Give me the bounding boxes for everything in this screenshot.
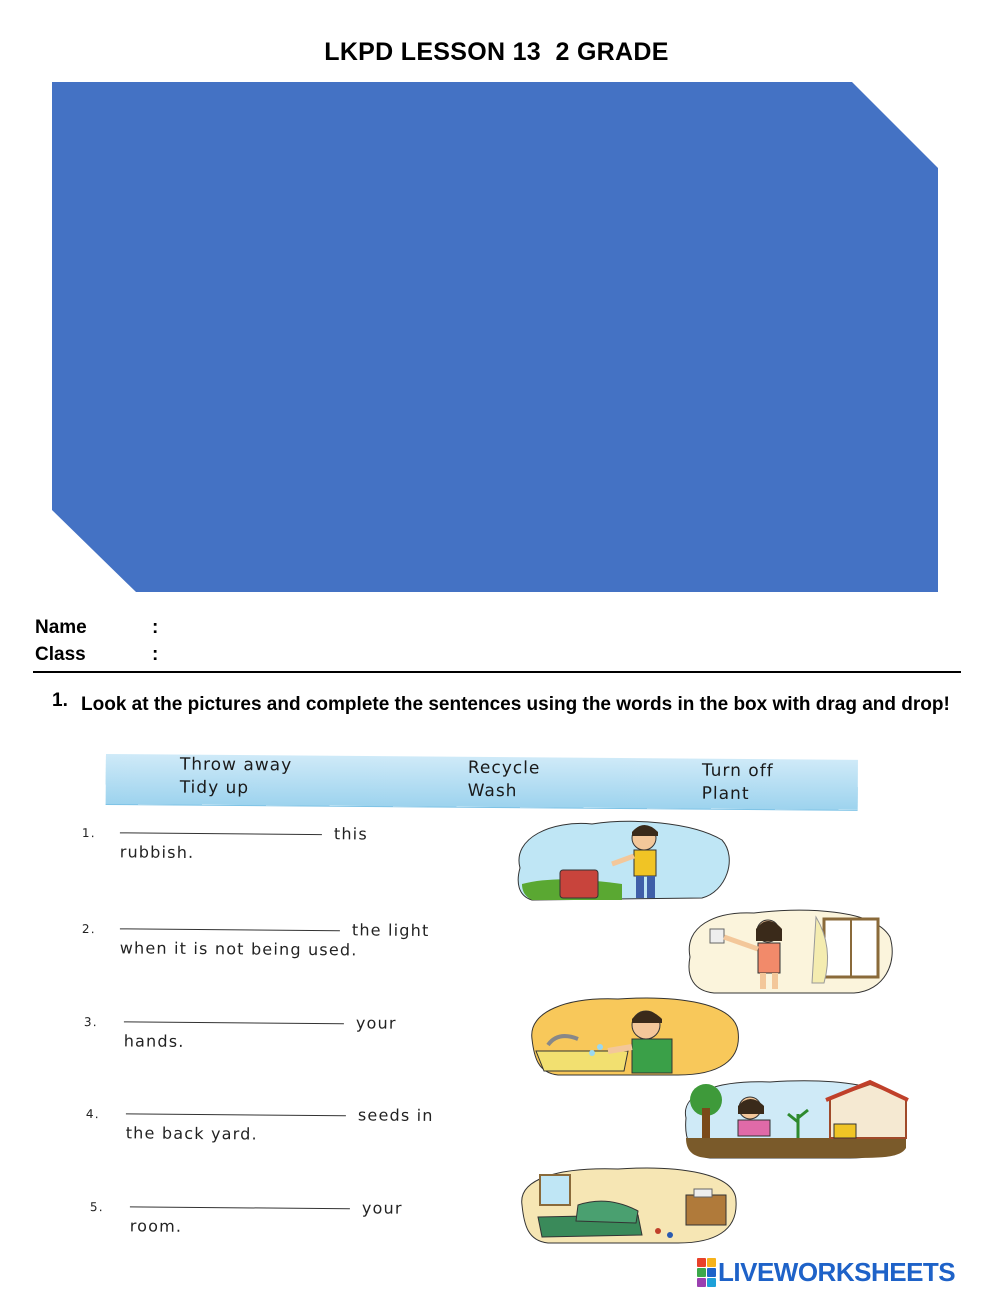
word-tidy-up[interactable]: Tidy up — [179, 777, 250, 799]
banner-polygon — [52, 82, 938, 592]
sentence-4 — [86, 1103, 434, 1145]
sentence-text: the light — [351, 920, 430, 941]
name-label: Name — [35, 617, 87, 638]
class-colon: : — [152, 644, 159, 665]
word-wash[interactable]: Wash — [467, 780, 518, 802]
word-box — [106, 754, 858, 810]
sentence-continuation: when it is not being used. — [119, 938, 358, 960]
instruction-text: Look at the pictures and complete the sentences using the words in the box with drag and drop! — [81, 694, 950, 715]
name-row — [35, 617, 158, 639]
name-colon: : — [152, 617, 159, 638]
sentence-text: this — [333, 824, 368, 844]
answer-blank-2[interactable] — [120, 928, 340, 931]
word-recycle[interactable]: Recycle — [467, 757, 541, 779]
messy-room-picture — [518, 1165, 740, 1245]
sentence-2 — [82, 918, 430, 960]
liveworksheets-logo — [697, 1258, 955, 1286]
sentence-text: your — [361, 1198, 403, 1218]
class-label: Class — [35, 644, 86, 665]
sentence-continuation: room. — [129, 1216, 183, 1236]
sentence-3 — [84, 1011, 397, 1053]
answer-blank-1[interactable] — [120, 832, 322, 835]
instruction-number: 1. — [52, 690, 68, 711]
logo-blocks-icon — [697, 1258, 716, 1287]
sentence-number: 2. — [81, 921, 96, 937]
word-plant[interactable]: Plant — [701, 783, 750, 805]
sentence-number: 1. — [81, 825, 96, 841]
logo-text: LIVEWORKSHEETS — [718, 1256, 956, 1287]
header-banner-shape — [52, 82, 938, 592]
page-title: LKPD LESSON 13 2 GRADE — [324, 38, 669, 66]
sentence-continuation: the back yard. — [125, 1123, 258, 1144]
girl-planting-seeds-picture — [680, 1078, 910, 1160]
sentence-number: 5. — [89, 1199, 104, 1215]
sentence-5 — [90, 1196, 403, 1238]
answer-blank-3[interactable] — [124, 1021, 344, 1024]
boy-washing-hands-picture — [528, 995, 742, 1077]
boy-throwing-rubbish-picture — [512, 818, 734, 904]
word-turn-off[interactable]: Turn off — [701, 760, 774, 782]
girl-turning-off-light-picture — [684, 907, 896, 995]
sentence-text: seeds in — [357, 1105, 434, 1126]
sentence-1 — [82, 822, 368, 863]
sentence-number: 3. — [83, 1014, 98, 1030]
sentence-continuation: rubbish. — [119, 842, 195, 862]
answer-blank-4[interactable] — [126, 1113, 346, 1116]
sentence-text: your — [355, 1013, 397, 1033]
answer-blank-5[interactable] — [130, 1206, 350, 1209]
sentence-number: 4. — [85, 1106, 100, 1122]
divider-line — [33, 671, 961, 673]
sentence-continuation: hands. — [123, 1031, 185, 1051]
word-throw-away[interactable]: Throw away — [179, 754, 293, 776]
class-row — [35, 644, 158, 666]
